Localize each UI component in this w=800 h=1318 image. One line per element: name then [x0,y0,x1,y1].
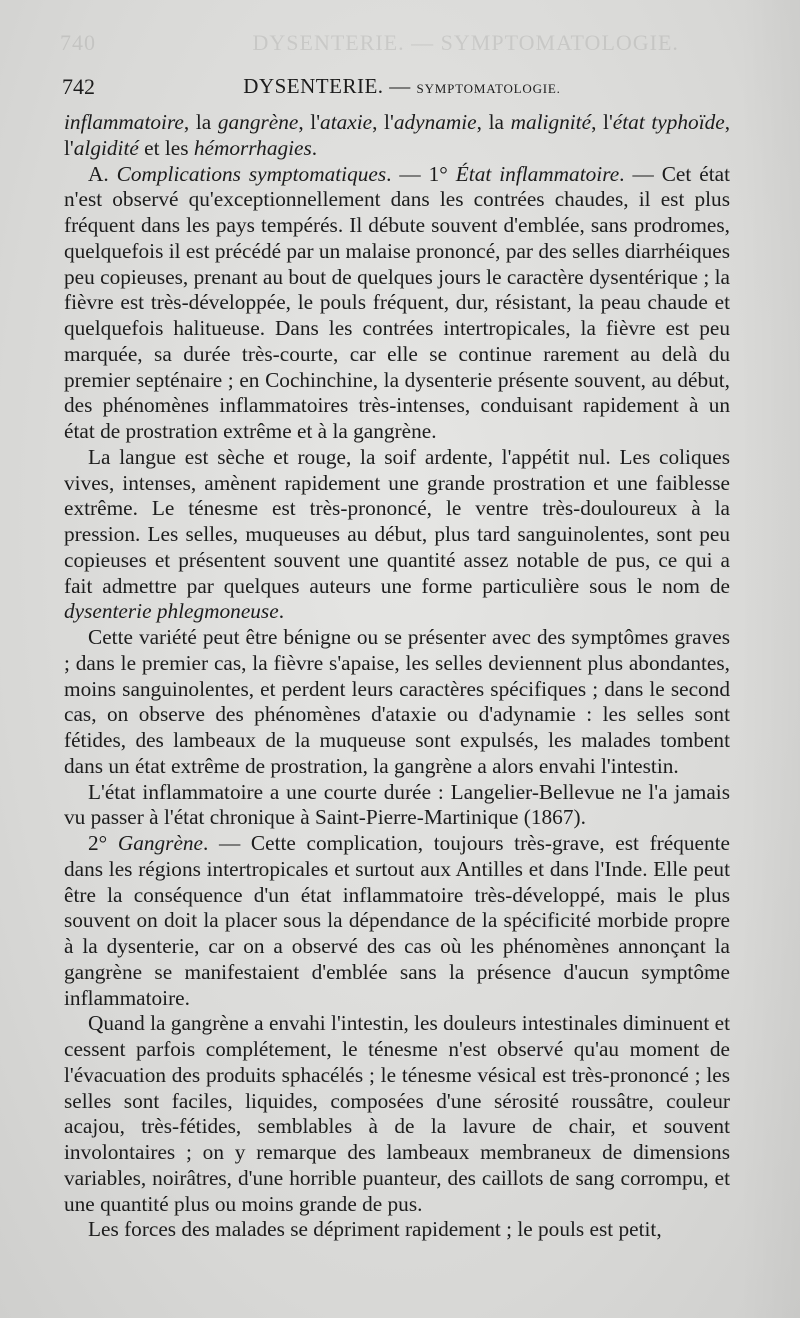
running-header [62,74,742,104]
text-run: , l' [64,110,731,160]
text-run: , la [183,110,218,134]
page-body [64,110,730,1243]
italic-term: ataxie [320,110,373,134]
paragraph-3 [64,445,730,625]
section-heading: Complications symptomatiques [116,161,387,186]
text-run: Quand la gangrène a envahi l'intestin, les douleurs intestinales diminuent et cessent parfois complétement, le ténesme n'est observé qu'au moment de l'évacuation des produits sphacélés ; le ténesme vésical est très-prononcé ; les selles sont faciles, liquides, composées d'une sérosité roussâtre, couleur acajou, très-fétides, semblables à de la lavure de chair, et souvent involontaires ; on y remarque des lambeaux membraneux de dimensions variables, noirâtres, d'une horrible puanteur, des caillots de sang corrompu, et une quantité plus ou moins grande de pus. [64,1011,730,1216]
text-run: , la [476,110,511,134]
running-title-subtitle: SYMPTOMATOLOGIE. [416,81,561,96]
running-title-dash: — [389,74,411,98]
text-run: . — Cette complication, toujours très-grave, est fréquente dans les régions intertropicales et surtout aux Antilles et dans l'Inde. Elle peut être la conséquence d'un état inflammatoire très-développé, mais le plus souvent on doit la placer sous la dépendance de la spécificité morbide propre à la dysenterie, car on a observé des cas où les phénomènes annonçant la gangrène se manifestaient d'emblée sans la présence d'aucun symptôme inflammatoire. [64,831,730,1010]
italic-term: malignité [510,110,592,134]
italic-term: hémorrhagies [193,135,312,160]
paragraph-5 [64,780,730,832]
paragraph-1 [64,110,730,162]
text-run: , l' [372,110,394,134]
paragraph-2 [64,162,730,445]
italic-term: algidité [73,135,139,160]
paragraph-7 [64,1011,730,1217]
running-title [62,74,742,99]
paragraph-4 [64,625,730,780]
italic-term: gangrène [217,110,299,134]
section-number: 2° [88,831,118,855]
italic-term: inflammatoire [64,110,184,134]
text-run: . — Cet état n'est observé qu'exceptionnellement dans les contrées chaudes, il est plus fréquent dans les pays tempérés. Il débute souvent d'emblée, sans prodromes, quelquefois il est précédé par un malaise prononcé, par des selles diarrhéiques peu copieuses, prenant au bout de quelques jours le caractère dysentérique ; la fièvre est très-développée, le pouls fréquent, dur, résistant, la peau chaude et quelquefois halitueuse. Dans les contrées intertropicales, la fièvre est peu marquée, sa durée très-courte, car elle se continue rarement au delà du premier septénaire ; en Cochinchine, la dysenterie présente souvent, au début, des phénomènes inflammatoires très-intenses, conduisant rapidement à un état de prostration extrême et à la gangrène. [64,161,730,443]
paragraph-6 [64,831,730,1011]
text-run: . — 1° [386,161,456,186]
page-edge-shading [740,0,800,1318]
text-run: et les [138,135,194,160]
running-title-main: DYSENTERIE. [243,74,384,98]
text-run: . [278,599,285,624]
show-through-page-number: 740 [60,30,96,55]
italic-term: état typhoïde [612,110,725,134]
show-through-title: DYSENTERIE. — SYMPTOMATOLOGIE. [252,30,679,55]
text-run: Cette variété peut être bénigne ou se présenter avec des symptômes graves ; dans le premier cas, la fièvre s'apaise, les selles deviennent plus abondantes, moins sanguinolentes, et perdent leurs caractères spécifiques ; dans le second cas, on observe des phénomènes d'ataxie ou d'adynamie : les selles sont fétides, des lambeaux de la muqueuse sont expulsés, les malades tombent dans un état extrême de prostration, la gangrène a alors envahi l'intestin. [64,625,730,778]
page-number: 742 [62,74,95,99]
text-run: Les forces des malades se dépriment rapidement ; le pouls est petit, [88,1217,662,1242]
text-run: , l' [298,110,321,134]
text-run: L'état inflammatoire a une courte durée : Langelier-Bellevue ne l'a jamais vu passer à l'état chronique à Saint-Pierre-Martinique (1867). [64,779,730,830]
subsection-heading: Gangrène [117,831,203,855]
text-run: , l' [591,110,613,134]
text-run: La langue est sèche et rouge, la soif ardente, l'appétit nul. Les coliques vives, intenses, amènent rapidement une grande prostration et une faiblesse extrême. Le ténesme est très-prononcé, le ventre très-douloureux à la pression. Les selles, muqueuses au début, plus tard sanguinolentes, sont peu copieuses et présentent souvent une quantité assez notable de pus, ce qui a fait admettre par quelques auteurs une forme particulière sous le nom de [64,444,730,598]
show-through-text [60,30,679,56]
italic-term: adynamie [393,110,477,134]
paragraph-8 [64,1217,730,1243]
italic-term: dysenterie phlegmoneuse [64,599,279,624]
subsection-heading: État inflammatoire [455,161,620,186]
text-run: . [311,135,318,160]
section-letter: A. [88,161,117,186]
